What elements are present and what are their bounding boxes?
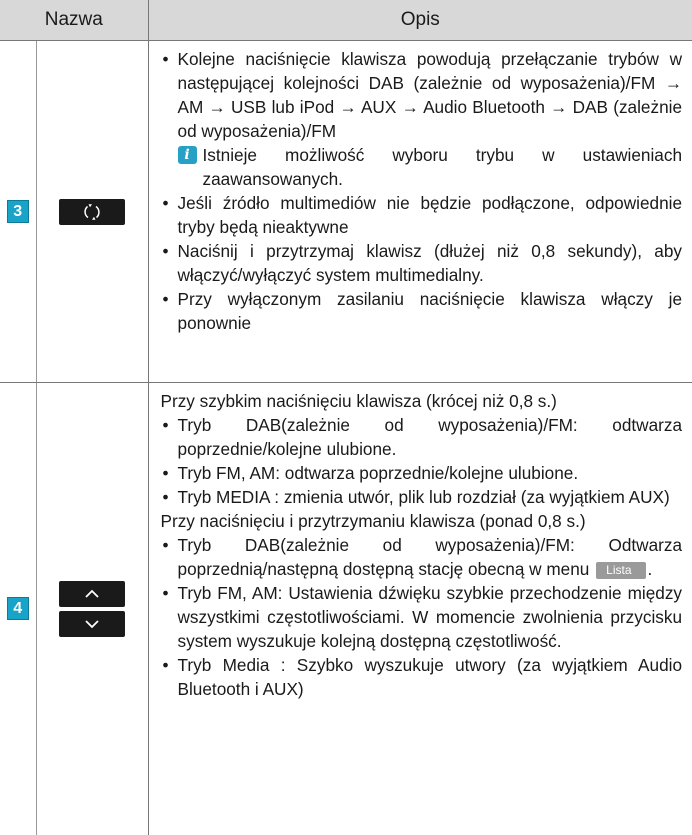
bullet-text: Kolejne naciśnięcie klawisza powodują przełączanie trybów w następującej kolejności DAB (zależnie od wyposażenia)/FM → AM → USB lub iPod → AUX → Audio Bluetooth → DAB (zależnie od wyposażenia)/FM	[177, 49, 683, 141]
seek-down-key-button	[59, 611, 125, 637]
info-note	[178, 143, 683, 191]
list-item: • Tryb DAB(zależnie od wyposażenia)/FM: odtwarza poprzednie/kolejne ulubione.	[161, 413, 683, 461]
table-header-row	[0, 0, 692, 41]
key-icon-cell	[36, 41, 148, 383]
info-icon: i	[178, 146, 197, 164]
description-cell	[148, 41, 692, 383]
description-cell	[148, 383, 692, 835]
list-item: • Jeśli źródło multimediów nie będzie podłączone, odpowiednie tryby będą nieaktywne	[161, 191, 683, 239]
lista-menu-button: Lista	[596, 562, 645, 579]
list-item: • Naciśnij i przytrzymaj klawisz (dłużej niż 0,8 sekundy), aby włączyć/wyłączyć system multimedialny.	[161, 239, 683, 287]
short-press-intro: Przy szybkim naciśnięciu klawisza (krócej niż 0,8 s.)	[160, 391, 557, 411]
column-header-name: Nazwa	[0, 0, 148, 41]
key-icon-cell	[36, 383, 148, 835]
list-item: • Tryb FM, AM: odtwarza poprzednie/kolejne ulubione.	[161, 461, 683, 485]
chevron-up-icon	[59, 581, 125, 607]
list-item: • Tryb Media : Szybko wyszukuje utwory (za wyjątkiem Audio Bluetooth i AUX)	[161, 653, 683, 701]
table-row	[0, 41, 692, 383]
table-row	[0, 383, 692, 835]
row-number-cell	[0, 383, 36, 835]
long-press-intro: Przy naciśnięciu i przytrzymaniu klawisza (ponad 0,8 s.)	[160, 511, 586, 531]
row-number-badge: 3	[7, 200, 29, 223]
list-item	[161, 47, 683, 191]
row-number-badge: 4	[7, 597, 29, 620]
seek-up-key-button	[59, 581, 125, 607]
column-header-description: Opis	[148, 0, 692, 41]
info-note-text: Istnieje możliwość wyboru trybu w ustawieniach zaawansowanych.	[202, 145, 683, 189]
mode-key-button	[59, 199, 125, 225]
list-item: • Tryb MEDIA : zmienia utwór, plik lub rozdział (za wyjątkiem AUX)	[161, 485, 683, 509]
row-number-cell	[0, 41, 36, 383]
cycle-mode-icon	[59, 199, 125, 225]
list-item: • Tryb FM, AM: Ustawienia dźwięku szybkie przechodzenie między wszystkimi częstotliwościami. W momencie zwolnienia przycisku system wyszukuje kolejną dostępną częstotliwość.	[161, 581, 683, 653]
bullet-text-end: .	[647, 559, 653, 579]
chevron-down-icon	[59, 611, 125, 637]
bullet-text: Tryb DAB(zależnie od wyposażenia)/FM: Odtwarza poprzednią/następną dostępną stację obecną w menu	[177, 535, 683, 579]
list-item: • Przy wyłączonym zasilaniu naciśnięcie klawisza włączy je ponownie	[161, 287, 683, 335]
list-item	[161, 533, 683, 581]
